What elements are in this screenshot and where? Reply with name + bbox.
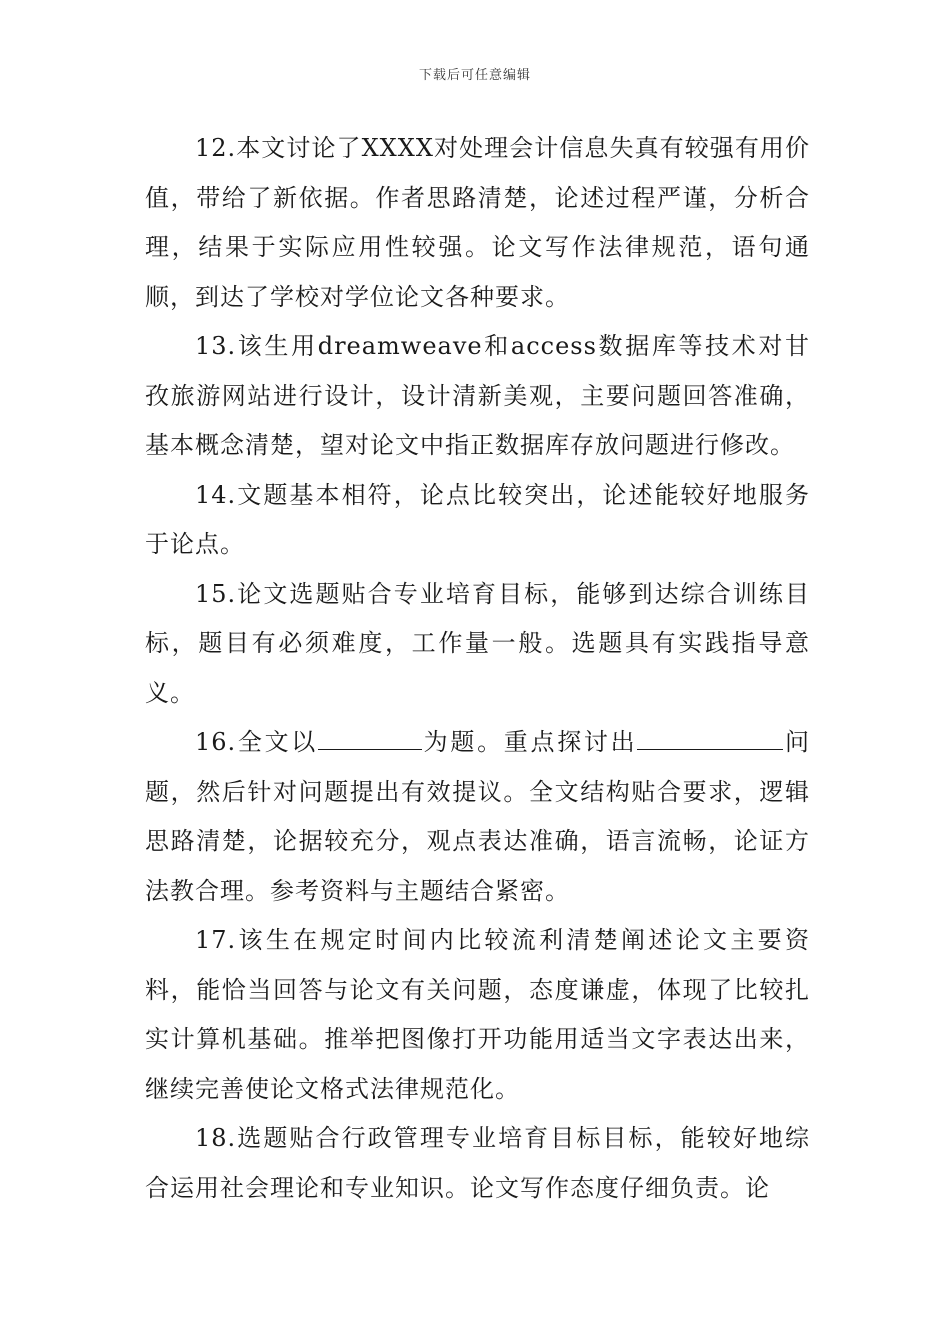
paragraph-16-part3: 问题，然后针对问题提出有效提议。全文结构贴合要求，逻辑思路清楚，论据较充分，观点表达准确，语言流畅，论证方法教合理。参考资料与主题结合紧密。 [145, 728, 811, 905]
paragraph-15: 15.论文选题贴合专业培育目标，能够到达综合训练目标，题目有必须难度，工作量一般。选题具有实践指导意义。 [145, 579, 810, 707]
paragraph-13: 13.该生用dreamweave和access数据库等技术对甘孜旅游网站进行设计，设计清新美观，主要问题回答准确，基本概念清楚，望对论文中指正数据库存放问题进行修改。 [145, 332, 810, 459]
fill-in-blank-problem [637, 727, 783, 750]
paragraph-17: 17.该生在规定时间内比较流利清楚阐述论文主要资料，能恰当回答与论文有关问题，态度谦虚，体现了比较扎实计算机基础。推举把图像打开功能用适当文字表达出来，继续完善使论文格式法律规范化。 [145, 926, 810, 1103]
paragraph-18: 18.选题贴合行政管理专业培育目标目标，能较好地综合运用社会理论和专业知识。论文写作态度仔细负责。论 [145, 1124, 810, 1202]
document-body [145, 124, 810, 1213]
page-header: 下载后可任意编辑 [418, 68, 531, 83]
paragraph-16-part1: 16.全文以 [195, 728, 318, 756]
paragraph-16 [145, 718, 810, 916]
paragraph-12: 12.本文讨论了XXXX对处理会计信息失真有较强有用价值，带给了新依据。作者思路清楚，论述过程严谨，分析合理，结果于实际应用性较强。论文写作法律规范，语句通顺，到达了学校对学位论文各种要求。 [145, 134, 810, 311]
paragraph-16-part2: 为题。重点探讨出 [421, 728, 638, 756]
paragraph-14: 14.文题基本相符，论点比较突出，论述能较好地服务于论点。 [145, 480, 810, 558]
fill-in-blank-title [318, 727, 422, 750]
